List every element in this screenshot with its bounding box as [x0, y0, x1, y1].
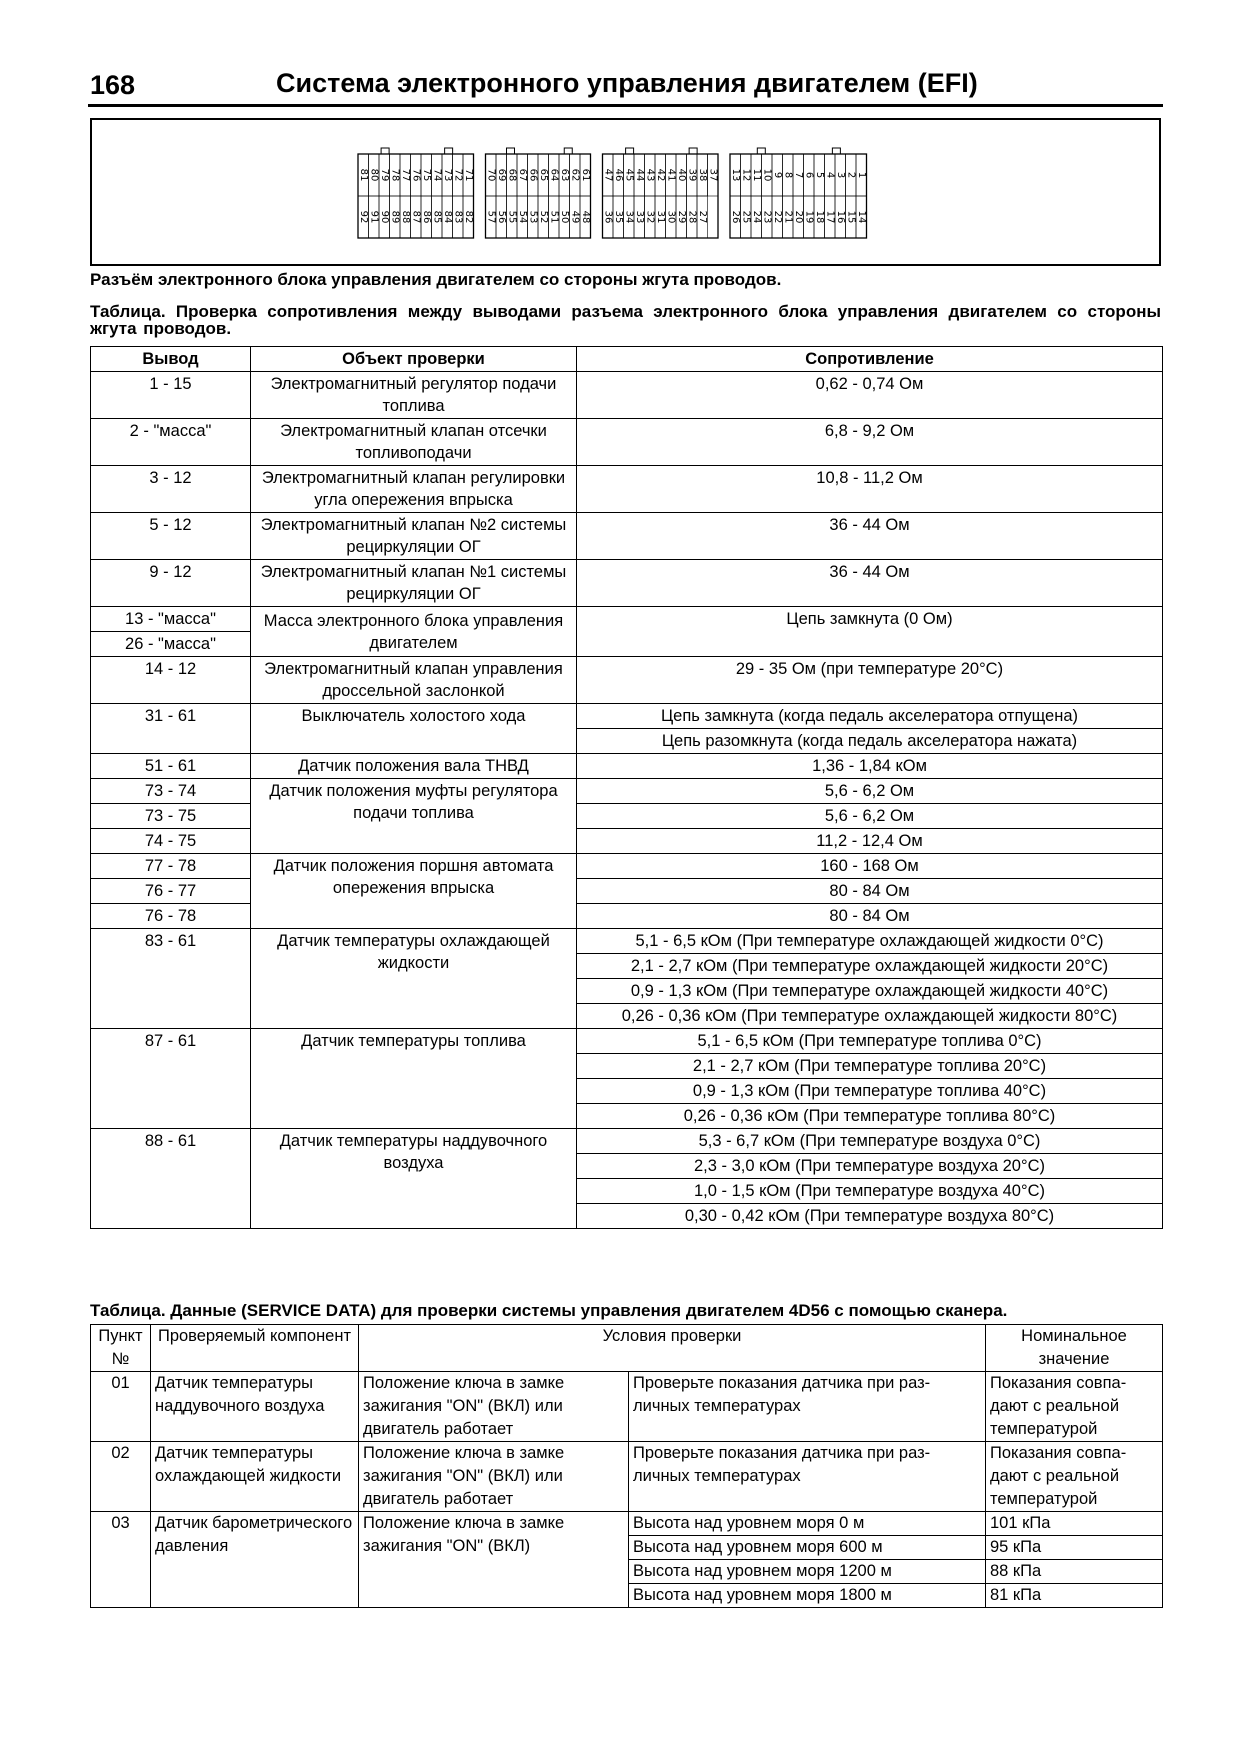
pin-number: 53 [527, 210, 539, 224]
object-cell: Датчик температуры охлаждающей жидкости [251, 929, 577, 1029]
resistance-cell: 0,9 - 1,3 кОм (При температуре топлива 40°C) [577, 1079, 1163, 1104]
column-header: Сопротивление [577, 347, 1163, 372]
object-cell: Датчик положения муфты регулятора подачи топлива [251, 779, 577, 854]
object-cell: Электромагнитный клапан отсечки топливоподачи [251, 419, 577, 466]
pin-number: 66 [527, 168, 539, 182]
connector-latch [381, 148, 389, 154]
pin-number: 92 [357, 210, 369, 224]
pin-number: 84 [441, 210, 453, 224]
table-row [91, 754, 1163, 779]
column-header: Проверяемый компонент [151, 1325, 359, 1372]
condition-cell: Положение ключа в замке зажигания "ON" (ВКЛ) или двигатель работает [359, 1372, 629, 1442]
pin-number: 45 [623, 168, 635, 182]
pin-number: 6 [803, 171, 815, 179]
pin-number: 80 [368, 168, 380, 182]
pin-number: 19 [803, 210, 815, 224]
pin-number: 78 [389, 168, 401, 182]
pin-number: 22 [771, 210, 783, 224]
pin-number: 43 [644, 168, 656, 182]
pin-number: 81 [357, 168, 369, 182]
object-cell: Выключатель холостого хода [251, 704, 577, 754]
pin-number: 14 [855, 210, 867, 224]
object-cell: Датчик температуры наддувочного воздуха [251, 1129, 577, 1229]
pin-number: 33 [633, 210, 645, 224]
object-cell: Датчик положения поршня автомата опережения впрыска [251, 854, 577, 929]
pin-cell: 73 - 74 [91, 779, 251, 804]
pin-cell: 73 - 75 [91, 804, 251, 829]
resistance-cell: 5,6 - 6,2 Ом [577, 779, 1163, 804]
resistance-cell: 10,8 - 11,2 Ом [577, 466, 1163, 513]
pin-number: 40 [675, 168, 687, 182]
ecu-connector-diagram [354, 140, 904, 250]
resistance-cell: 11,2 - 12,4 Ом [577, 829, 1163, 854]
condition-cell: Высота над уровнем моря 0 м [629, 1512, 986, 1536]
nominal-cell: Показания совпадают с реальной температурой [986, 1372, 1163, 1442]
pin-number: 75 [420, 168, 432, 182]
pin-number: 61 [579, 168, 591, 182]
pin-number: 71 [462, 168, 474, 182]
table-row [91, 1029, 1163, 1054]
figure-caption: Разъём электронного блока управления двигателем со стороны жгута проводов. [90, 270, 782, 289]
pin-number: 70 [485, 168, 497, 182]
pin-number: 28 [686, 210, 698, 224]
pin-cell: 26 - "масса" [91, 632, 251, 657]
item-cell: 02 [91, 1442, 151, 1512]
pin-number: 36 [602, 210, 614, 224]
table-row [91, 704, 1163, 729]
pin-cell: 13 - "масса" [91, 607, 251, 632]
component-cell: Датчик барометрического давления [151, 1512, 359, 1608]
pin-number: 50 [558, 210, 570, 224]
object-cell: Электромагнитный регулятор подачи топлива [251, 372, 577, 419]
pin-number: 62 [569, 168, 581, 182]
resistance-cell: 0,9 - 1,3 кОм (При температуре охлаждающей жидкости 40°C) [577, 979, 1163, 1004]
pin-number: 12 [740, 168, 752, 182]
pin-number: 57 [485, 210, 497, 224]
table-row [91, 1129, 1163, 1154]
pin-number: 42 [654, 168, 666, 182]
pin-cell: 76 - 78 [91, 904, 251, 929]
table-row [91, 854, 1163, 879]
connector-latch [626, 148, 634, 154]
resistance-cell: 1,0 - 1,5 кОм (При температуре воздуха 40°C) [577, 1179, 1163, 1204]
resistance-cell: 36 - 44 Ом [577, 513, 1163, 560]
object-cell: Масса электронного блока управления двигателем [251, 607, 577, 657]
pin-number: 41 [665, 168, 677, 182]
pin-number: 51 [548, 210, 560, 224]
pin-number: 67 [516, 168, 528, 182]
page-header [88, 64, 1163, 107]
pin-number: 10 [761, 168, 773, 182]
pin-number: 5 [813, 171, 825, 179]
nominal-cell: 101 кПа [986, 1512, 1163, 1536]
pin-number: 20 [792, 210, 804, 224]
table-row [91, 607, 1163, 632]
pin-number: 9 [771, 171, 783, 179]
resistance-cell: 5,3 - 6,7 кОм (При температуре воздуха 0°C) [577, 1129, 1163, 1154]
pin-number: 7 [792, 171, 804, 179]
pin-number: 17 [824, 210, 836, 224]
component-cell: Датчик температуры наддувочного воздуха [151, 1372, 359, 1442]
condition-cell: Высота над уровнем моря 1800 м [629, 1584, 986, 1608]
resistance-table [90, 346, 1163, 1229]
service-data-table [90, 1324, 1163, 1608]
pin-number: 49 [569, 210, 581, 224]
table-row [91, 779, 1163, 804]
pin-number: 3 [834, 171, 846, 179]
resistance-cell: Цепь разомкнута (когда педаль акселератора нажата) [577, 729, 1163, 754]
table2-title: Таблица. Данные (SERVICE DATA) для проверки системы управления двигателем 4D56 с помощью сканера. [90, 1301, 1008, 1320]
pin-number: 56 [495, 210, 507, 224]
pin-number: 48 [579, 210, 591, 224]
pin-number: 39 [686, 168, 698, 182]
pin-cell: 83 - 61 [91, 929, 251, 1029]
connector-latch [689, 148, 697, 154]
table-row [91, 372, 1163, 419]
resistance-cell: 1,36 - 1,84 кОм [577, 754, 1163, 779]
table-header-row [91, 1325, 1163, 1372]
table-row [91, 1512, 1163, 1536]
resistance-cell: 2,1 - 2,7 кОм (При температуре топлива 20°C) [577, 1054, 1163, 1079]
pin-number: 64 [548, 168, 560, 182]
pin-number: 91 [368, 210, 380, 224]
resistance-cell: 29 - 35 Ом (при температуре 20°C) [577, 657, 1163, 704]
table-row [91, 419, 1163, 466]
pin-cell: 88 - 61 [91, 1129, 251, 1229]
resistance-cell: Цепь замкнута (0 Ом) [577, 607, 1163, 657]
pin-number: 82 [462, 210, 474, 224]
pin-number: 76 [410, 168, 422, 182]
column-header: Вывод [91, 347, 251, 372]
condition-cell: Положение ключа в замке зажигания "ON" (ВКЛ) или двигатель работает [359, 1442, 629, 1512]
pin-number: 35 [612, 210, 624, 224]
pin-number: 8 [782, 171, 794, 179]
pin-number: 44 [633, 168, 645, 182]
pin-number: 77 [399, 168, 411, 182]
condition-cell: Проверьте показания датчика при различных температурах [629, 1372, 986, 1442]
pin-number: 85 [431, 210, 443, 224]
pin-number: 4 [824, 171, 836, 179]
pin-number: 79 [378, 168, 390, 182]
object-cell: Электромагнитный клапан управления дроссельной заслонкой [251, 657, 577, 704]
pin-number: 25 [740, 210, 752, 224]
pin-number: 90 [378, 210, 390, 224]
pin-number: 31 [654, 210, 666, 224]
pin-number: 11 [750, 168, 762, 182]
pin-number: 68 [506, 168, 518, 182]
pin-number: 47 [602, 168, 614, 182]
pin-number: 2 [845, 171, 857, 179]
pin-number: 88 [399, 210, 411, 224]
pin-number: 16 [834, 210, 846, 224]
object-cell: Электромагнитный клапан №2 системы рециркуляции ОГ [251, 513, 577, 560]
resistance-cell: 0,26 - 0,36 кОм (При температуре топлива 80°C) [577, 1104, 1163, 1129]
pin-cell: 2 - "масса" [91, 419, 251, 466]
table-row [91, 560, 1163, 607]
table-row [91, 657, 1163, 704]
pin-number: 32 [644, 210, 656, 224]
nominal-cell: 81 кПа [986, 1584, 1163, 1608]
table-row [91, 929, 1163, 954]
object-cell: Электромагнитный клапан №1 системы рециркуляции ОГ [251, 560, 577, 607]
condition-cell: Проверьте показания датчика при различных температурах [629, 1442, 986, 1512]
pin-cell: 5 - 12 [91, 513, 251, 560]
resistance-cell: 2,1 - 2,7 кОм (При температуре охлаждающей жидкости 20°C) [577, 954, 1163, 979]
resistance-cell: 0,26 - 0,36 кОм (При температуре охлаждающей жидкости 80°C) [577, 1004, 1163, 1029]
pin-cell: 14 - 12 [91, 657, 251, 704]
pin-number: 24 [750, 210, 762, 224]
pin-number: 27 [696, 210, 708, 224]
nominal-cell: Показания совпадают с реальной температурой [986, 1442, 1163, 1512]
pin-number: 69 [495, 168, 507, 182]
pin-number: 73 [441, 168, 453, 182]
column-header: Объект проверки [251, 347, 577, 372]
resistance-cell: 80 - 84 Ом [577, 904, 1163, 929]
pin-number: 15 [845, 210, 857, 224]
resistance-cell: 0,62 - 0,74 Ом [577, 372, 1163, 419]
resistance-cell: Цепь замкнута (когда педаль акселератора отпущена) [577, 704, 1163, 729]
table-row [91, 466, 1163, 513]
pin-number: 23 [761, 210, 773, 224]
pin-number: 54 [516, 210, 528, 224]
condition-cell: Положение ключа в замке зажигания "ON" (ВКЛ) [359, 1512, 629, 1608]
column-header: Номинальное значение [986, 1325, 1163, 1372]
pin-number: 86 [420, 210, 432, 224]
pin-number: 34 [623, 210, 635, 224]
nominal-cell: 88 кПа [986, 1560, 1163, 1584]
pin-number: 46 [612, 168, 624, 182]
condition-cell: Высота над уровнем моря 600 м [629, 1536, 986, 1560]
nominal-cell: 95 кПа [986, 1536, 1163, 1560]
pin-cell: 51 - 61 [91, 754, 251, 779]
pin-number: 63 [558, 168, 570, 182]
pin-number: 87 [410, 210, 422, 224]
pin-number: 30 [665, 210, 677, 224]
connector-latch [445, 148, 453, 154]
page-number: 168 [90, 70, 136, 100]
pin-cell: 31 - 61 [91, 704, 251, 754]
table1-title: Таблица. Проверка сопротивления между выводами разъема электронного блока управления двигателем со стороны жгута проводов. [90, 302, 1161, 338]
pin-number: 65 [537, 168, 549, 182]
page-title: Система электронного управления двигателем (EFI) [276, 68, 978, 98]
resistance-cell: 36 - 44 Ом [577, 560, 1163, 607]
resistance-cell: 160 - 168 Ом [577, 854, 1163, 879]
table-row [91, 1372, 1163, 1442]
pin-number: 52 [537, 210, 549, 224]
pin-number: 13 [729, 168, 741, 182]
object-cell: Датчик положения вала ТНВД [251, 754, 577, 779]
pin-number: 38 [696, 168, 708, 182]
column-header: Пункт № [91, 1325, 151, 1372]
pin-number: 26 [729, 210, 741, 224]
object-cell: Датчик температуры топлива [251, 1029, 577, 1129]
table-header-row [91, 347, 1163, 372]
connector-latch [564, 148, 572, 154]
connector-latch [757, 148, 765, 154]
pin-number: 55 [506, 210, 518, 224]
connector-latch [507, 148, 515, 154]
pin-number: 29 [675, 210, 687, 224]
table-row [91, 513, 1163, 560]
pin-number: 74 [431, 168, 443, 182]
resistance-cell: 5,1 - 6,5 кОм (При температуре охлаждающей жидкости 0°C) [577, 929, 1163, 954]
pin-cell: 76 - 77 [91, 879, 251, 904]
pin-cell: 9 - 12 [91, 560, 251, 607]
resistance-cell: 2,3 - 3,0 кОм (При температуре воздуха 20°C) [577, 1154, 1163, 1179]
pin-number: 89 [389, 210, 401, 224]
pin-number: 72 [452, 168, 464, 182]
item-cell: 01 [91, 1372, 151, 1442]
item-cell: 03 [91, 1512, 151, 1608]
table-row [91, 1442, 1163, 1512]
pin-number: 1 [855, 171, 867, 179]
resistance-cell: 80 - 84 Ом [577, 879, 1163, 904]
condition-cell: Высота над уровнем моря 1200 м [629, 1560, 986, 1584]
pin-number: 83 [452, 210, 464, 224]
resistance-cell: 0,30 - 0,42 кОм (При температуре воздуха 80°C) [577, 1204, 1163, 1229]
pin-number: 37 [707, 168, 719, 182]
connector-latch [832, 148, 840, 154]
pin-cell: 77 - 78 [91, 854, 251, 879]
object-cell: Электромагнитный клапан регулировки угла опережения впрыска [251, 466, 577, 513]
pin-cell: 3 - 12 [91, 466, 251, 513]
resistance-cell: 5,6 - 6,2 Ом [577, 804, 1163, 829]
column-header: Условия проверки [359, 1325, 986, 1372]
resistance-cell: 6,8 - 9,2 Ом [577, 419, 1163, 466]
pin-number: 18 [813, 210, 825, 224]
connector-figure [90, 118, 1161, 266]
pin-cell: 87 - 61 [91, 1029, 251, 1129]
pin-cell: 74 - 75 [91, 829, 251, 854]
pin-number: 21 [782, 210, 794, 224]
pin-cell: 1 - 15 [91, 372, 251, 419]
resistance-cell: 5,1 - 6,5 кОм (При температуре топлива 0°C) [577, 1029, 1163, 1054]
component-cell: Датчик температуры охлаждающей жидкости [151, 1442, 359, 1512]
